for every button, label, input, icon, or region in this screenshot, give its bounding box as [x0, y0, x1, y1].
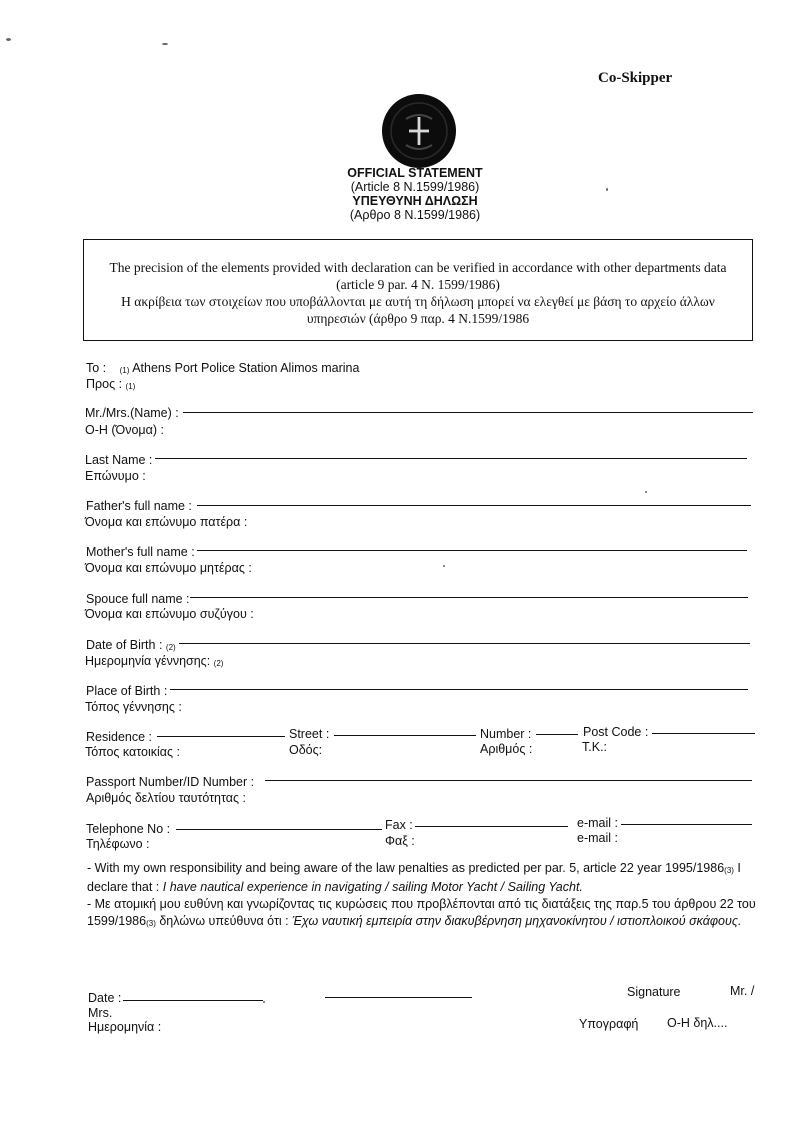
number-label: Number : [480, 727, 532, 741]
name-field[interactable] [183, 412, 753, 413]
pob-label-gr: Τόπος γέννησης : [85, 700, 182, 714]
notice-en: The precision of the elements provided with declaration can be verified in accordance with other departments data (article 9 par. 4 N. 1599/1986) [109, 260, 727, 292]
mr-label: Mr. / [730, 984, 755, 998]
dob-marker-gr: (2) [213, 659, 224, 668]
declaration-text [87, 860, 759, 932]
passport-label: Passport Number/ID Number : [86, 775, 255, 789]
father-name-label-gr: Όνομα και επώνυμο πατέρα : [85, 515, 248, 529]
declaration-gr-prefix: - Με ατομική μου ευθύνη και γνωρίζοντας τις κυρώσεις που προβλέπονται από τις διατάξεις της παρ.5 του άρθρου 22 του 1599/1986 [87, 897, 756, 928]
fax-label-gr: Φαξ : [385, 834, 415, 848]
article-gr: (Αρθρο 8 Ν.1599/1986) [349, 208, 481, 222]
street-label-gr: Οδός: [289, 743, 323, 757]
dob-label: Date of Birth : [86, 638, 163, 652]
passport-field[interactable] [265, 780, 752, 781]
name-label-gr: Ο-Η (Όνομα) : [85, 423, 164, 437]
to-label-gr: Προς : [86, 377, 123, 391]
fax-field[interactable] [415, 826, 568, 827]
greek-emblem-seal [379, 91, 459, 171]
postcode-label: Post Code : [583, 725, 649, 739]
number-label-gr: Αριθμός : [480, 742, 533, 756]
email-field[interactable] [621, 824, 752, 825]
residence-label-gr: Τόπος κατοικίας : [85, 745, 180, 759]
spouse-name-field[interactable] [190, 597, 748, 598]
dob-marker: (2) [165, 643, 176, 652]
telephone-field[interactable] [176, 829, 382, 830]
dob-row-gr [85, 654, 223, 671]
scan-speck [606, 188, 608, 191]
date-field[interactable] [123, 1000, 263, 1001]
declaration-gr-marker: (3) [146, 919, 156, 928]
signature-label: Signature [627, 985, 681, 999]
postcode-field[interactable] [652, 733, 755, 734]
street-field[interactable] [334, 735, 476, 736]
email-label: e-mail : [577, 816, 618, 830]
declarant-label-gr: Ο-Η δηλ.... [667, 1016, 728, 1030]
scan-speck [263, 1001, 265, 1003]
scan-speck [645, 491, 647, 493]
dob-label-gr: Ημερομηνία γέννησης: [85, 654, 211, 668]
to-recipient: Athens Port Police Station Alimos marina [132, 361, 360, 375]
corner-label: Co-Skipper [598, 70, 673, 86]
declaration-en-statement: I have nautical experience in navigating / sailing Motor Yacht / Sailing Yacht. [162, 880, 583, 894]
spouse-name-label: Spouce full name : [86, 592, 190, 606]
declaration-en-prefix: - With my own responsibility and being aware of the law penalties as predicted per par. 5, article 22 year 1995/1986 [87, 861, 725, 875]
dob-field[interactable] [179, 643, 750, 644]
scan-speck [443, 565, 445, 567]
email-label-gr: e-mail : [577, 831, 618, 845]
declaration-en-mid: I declare that : [87, 861, 741, 894]
declaration-gr [87, 896, 759, 932]
declaration-en-marker: (3) [724, 866, 734, 875]
scan-speck [6, 38, 11, 41]
name-label: Mr./Mrs.(Name) : [85, 406, 179, 420]
mrs-label: Mrs. [88, 1006, 113, 1020]
title-en: OFFICIAL STATEMENT [347, 166, 483, 180]
father-name-label: Father's full name : [86, 499, 192, 513]
last-name-label: Last Name : [85, 453, 153, 467]
mother-name-label-gr: Όνομα και επώνυμο μητέρας : [85, 561, 252, 575]
verification-notice-box [83, 239, 753, 341]
to-row-gr [86, 377, 135, 394]
spouse-name-label-gr: Όνομα και επώνυμο συζύγου : [85, 607, 254, 621]
declaration-gr-statement: Έχω ναυτική εμπειρία στην διακυβέρνηση μηχανοκίνητου / ιστιοπλοικού σκάφους. [292, 914, 742, 928]
article-en: (Article 8 N.1599/1986) [350, 180, 480, 194]
to-note-marker: (1) [119, 366, 130, 375]
dob-row [86, 638, 176, 655]
mother-name-field[interactable] [197, 550, 747, 551]
last-name-field[interactable] [155, 458, 747, 459]
title-gr: ΥΠΕΥΘΥΝΗ ΔΗΛΩΣΗ [352, 194, 478, 208]
telephone-label: Telephone No : [86, 822, 171, 836]
passport-label-gr: Αριθμός δελτίου ταυτότητας : [86, 791, 246, 805]
residence-field[interactable] [157, 736, 285, 737]
signature-label-gr: Υπογραφή [579, 1017, 639, 1031]
declaration-en [87, 860, 759, 896]
postcode-label-gr: Τ.Κ.: [582, 740, 608, 754]
telephone-label-gr: Τηλέφωνο : [86, 837, 150, 851]
declaration-gr-mid: δηλώνω υπεύθυνα ότι : [155, 914, 293, 928]
signature-line[interactable] [325, 997, 472, 998]
to-label: To : [86, 361, 107, 375]
residence-label: Residence : [86, 730, 153, 744]
date-label: Date : [88, 991, 122, 1005]
father-name-field[interactable] [197, 505, 751, 506]
date-label-gr: Ημερομηνία : [88, 1020, 162, 1034]
pob-label: Place of Birth : [86, 684, 168, 698]
scan-speck [162, 43, 168, 45]
mother-name-label: Mother's full name : [86, 545, 195, 559]
fax-label: Fax : [385, 818, 413, 832]
to-marker-gr: (1) [125, 382, 136, 391]
notice-gr: Η ακρίβεια των στοιχείων που υποβάλλονται με αυτή τη δήλωση μπορεί να ελεγθεί με βάση το αρχείο άλλων υπηρεσιών (άρθρο 9 παρ. 4 Ν.1599/1986 [121, 294, 715, 326]
last-name-label-gr: Επώνυμο : [85, 469, 146, 483]
street-label: Street : [289, 727, 330, 741]
statement-title-block [300, 166, 530, 222]
pob-field[interactable] [170, 689, 748, 690]
number-field[interactable] [536, 734, 578, 735]
to-row [86, 361, 359, 378]
